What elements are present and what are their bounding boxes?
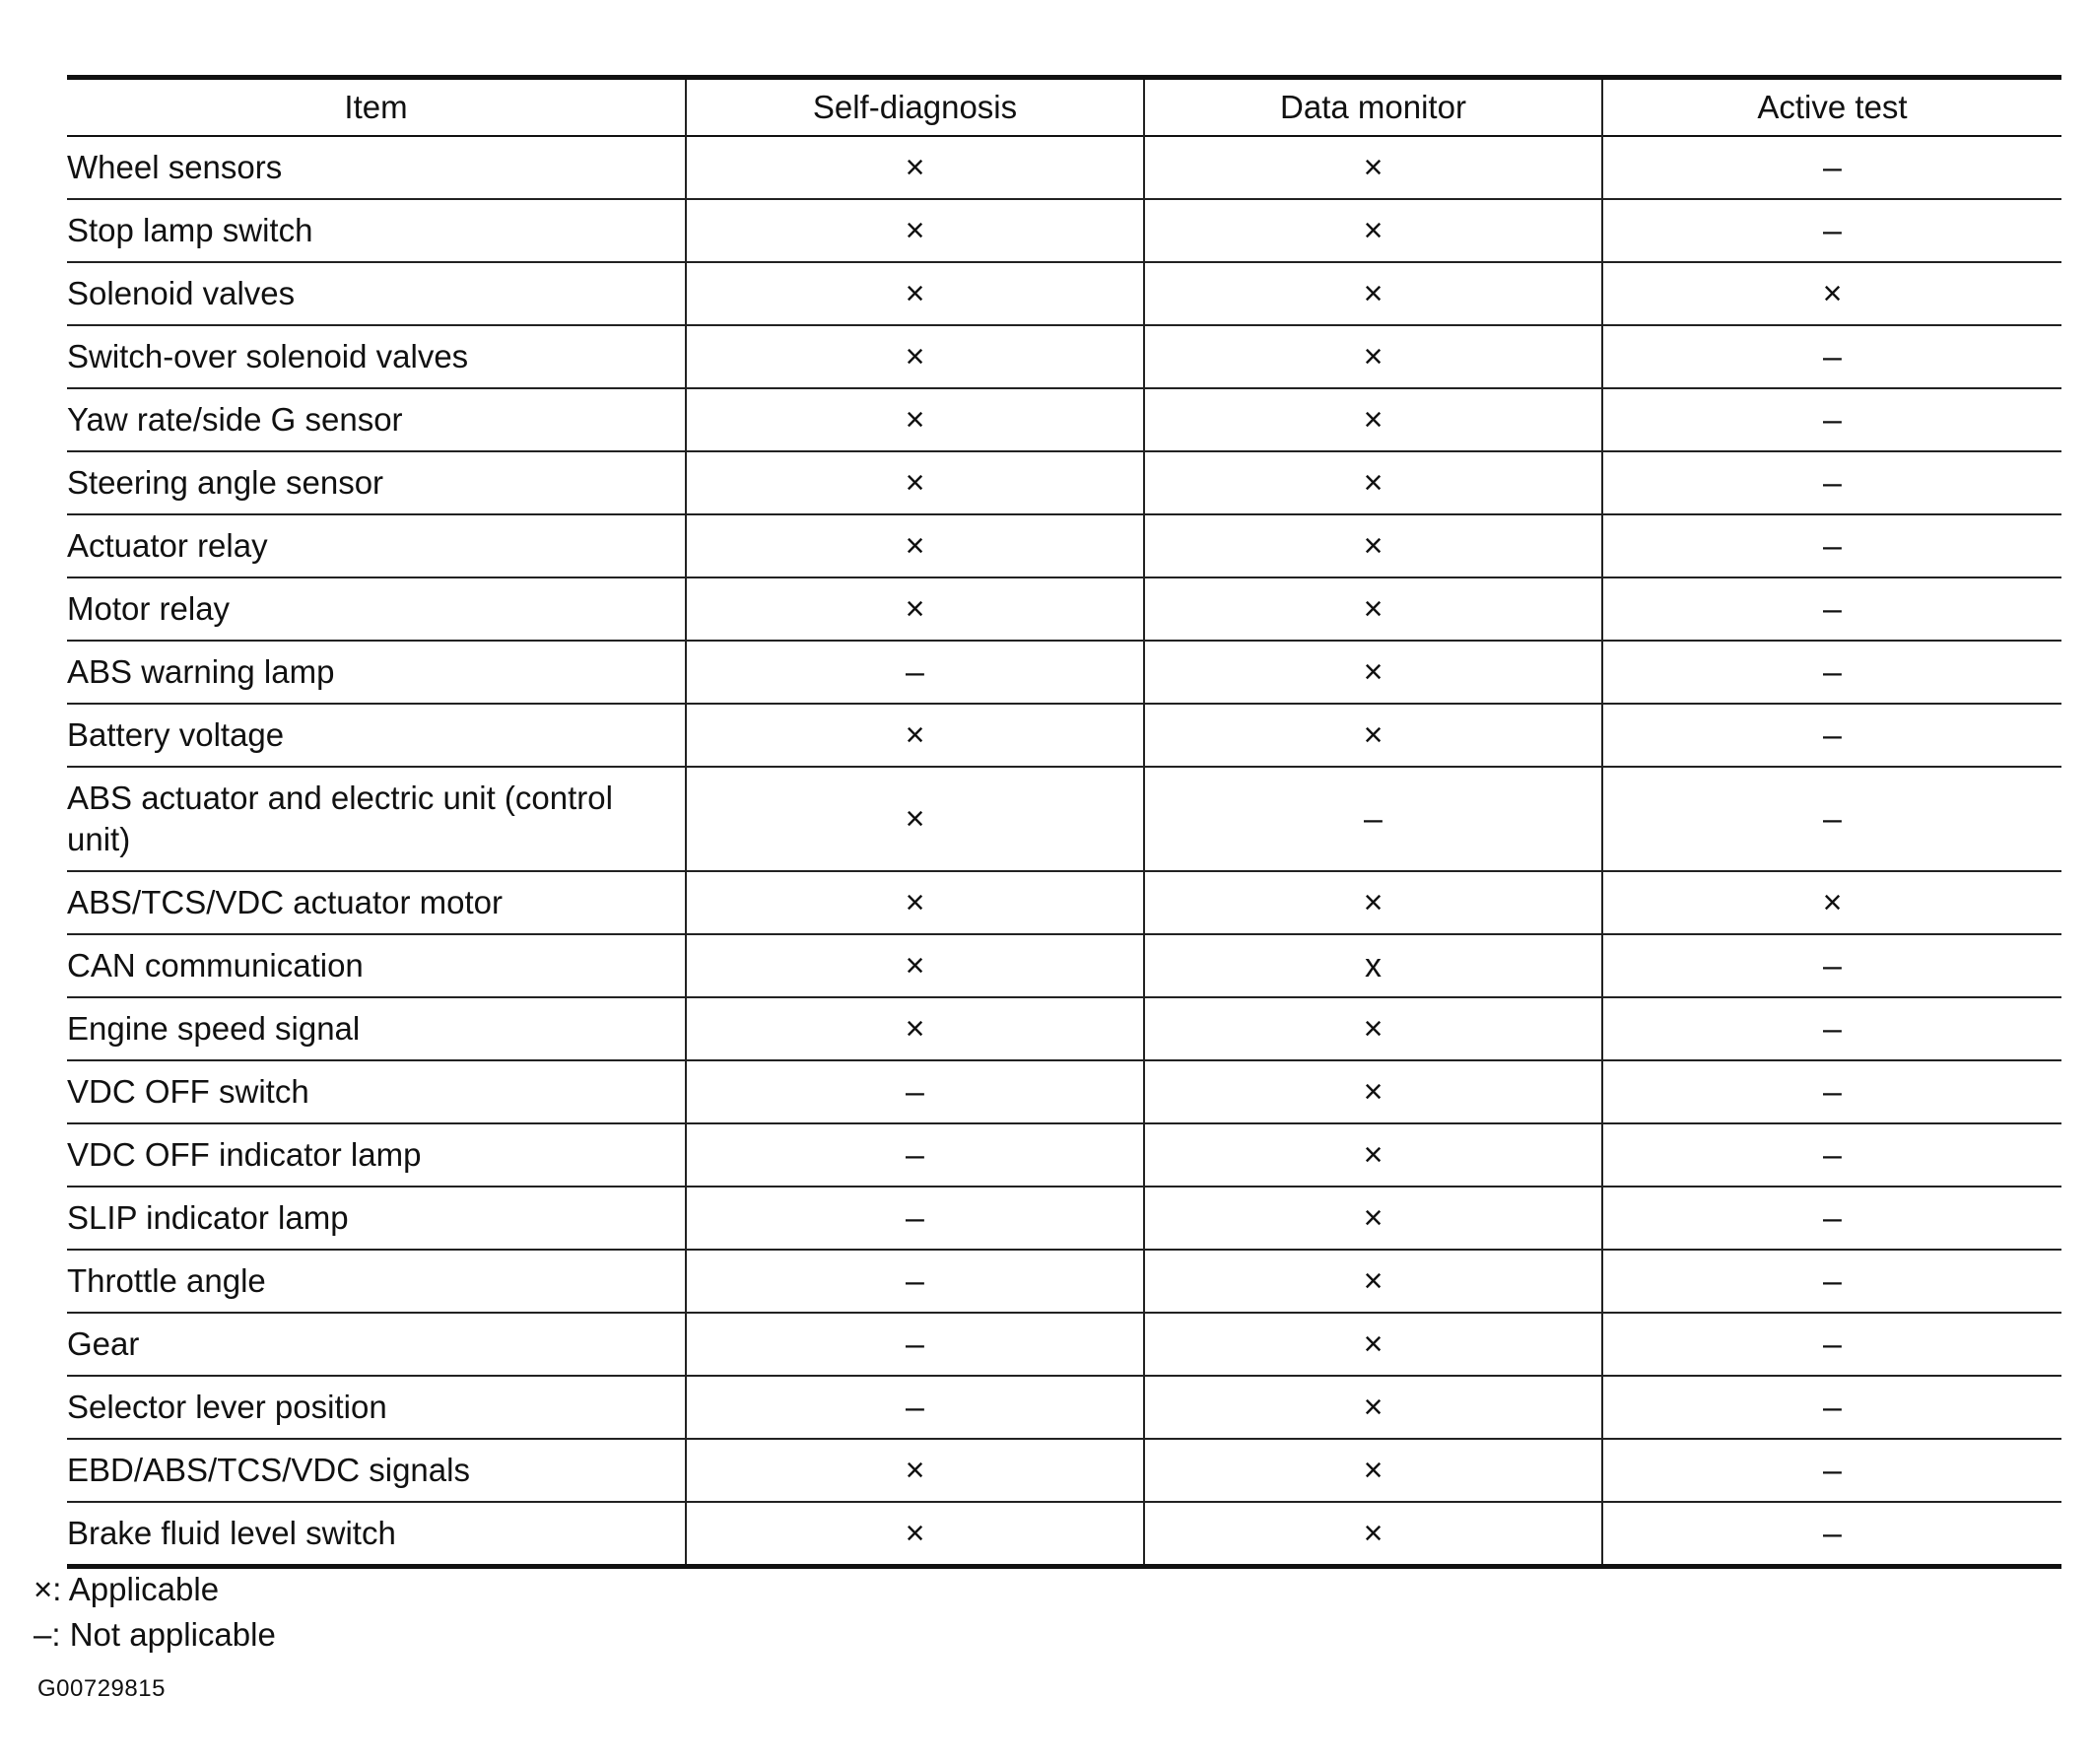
cell-data-monitor: ×	[1144, 388, 1602, 451]
cell-data-monitor: ×	[1144, 997, 1602, 1060]
cell-active-test: –	[1602, 1313, 2061, 1376]
cell-item: Steering angle sensor	[67, 451, 686, 514]
cell-data-monitor: ×	[1144, 641, 1602, 704]
header-data-monitor: Data monitor	[1144, 78, 1602, 137]
cell-item: SLIP indicator lamp	[67, 1187, 686, 1250]
cell-data-monitor: ×	[1144, 577, 1602, 641]
cell-data-monitor: ×	[1144, 262, 1602, 325]
cell-item: Actuator relay	[67, 514, 686, 577]
cell-item: CAN communication	[67, 934, 686, 997]
table-row	[67, 136, 2061, 199]
figure-code: G00729815	[37, 1675, 166, 1702]
table-row	[67, 514, 2061, 577]
cell-self-diagnosis: –	[686, 1313, 1144, 1376]
cell-item: Motor relay	[67, 577, 686, 641]
cell-data-monitor: ×	[1144, 871, 1602, 934]
cell-active-test: –	[1602, 934, 2061, 997]
cell-self-diagnosis: ×	[686, 514, 1144, 577]
cell-item: EBD/ABS/TCS/VDC signals	[67, 1439, 686, 1502]
cell-item: ABS actuator and electric unit (control unit)	[67, 767, 686, 871]
cell-active-test: –	[1602, 704, 2061, 767]
cell-data-monitor: ×	[1144, 1060, 1602, 1123]
cell-item: Throttle angle	[67, 1250, 686, 1313]
legend-not-applicable: –: Not applicable	[34, 1616, 276, 1653]
cell-self-diagnosis: ×	[686, 451, 1144, 514]
cell-data-monitor: ×	[1144, 704, 1602, 767]
cell-self-diagnosis: ×	[686, 704, 1144, 767]
cell-data-monitor: ×	[1144, 451, 1602, 514]
cell-data-monitor: ×	[1144, 1439, 1602, 1502]
table-row	[67, 1313, 2061, 1376]
table-row	[67, 871, 2061, 934]
cell-item: ABS/TCS/VDC actuator motor	[67, 871, 686, 934]
cell-data-monitor: ×	[1144, 1123, 1602, 1187]
cell-active-test: –	[1602, 1376, 2061, 1439]
cell-item: VDC OFF indicator lamp	[67, 1123, 686, 1187]
cell-active-test: –	[1602, 1187, 2061, 1250]
cell-self-diagnosis: –	[686, 1376, 1144, 1439]
cell-self-diagnosis: ×	[686, 388, 1144, 451]
header-item: Item	[344, 89, 408, 125]
cell-item: Brake fluid level switch	[67, 1502, 686, 1567]
cell-self-diagnosis: ×	[686, 871, 1144, 934]
cell-active-test: –	[1602, 997, 2061, 1060]
header-active-test: Active test	[1602, 78, 2061, 137]
cell-item: ABS warning lamp	[67, 641, 686, 704]
table-row	[67, 199, 2061, 262]
cell-item: Selector lever position	[67, 1376, 686, 1439]
cell-active-test: –	[1602, 514, 2061, 577]
cell-self-diagnosis: ×	[686, 136, 1144, 199]
cell-active-test: –	[1602, 136, 2061, 199]
cell-self-diagnosis: ×	[686, 1502, 1144, 1567]
cell-active-test: –	[1602, 577, 2061, 641]
cell-active-test: ×	[1602, 262, 2061, 325]
table-header-row	[67, 78, 2061, 137]
cell-data-monitor: ×	[1144, 1250, 1602, 1313]
table-row	[67, 1250, 2061, 1313]
header-self-diagnosis: Self-diagnosis	[686, 78, 1144, 137]
cell-item: Stop lamp switch	[67, 199, 686, 262]
cell-active-test: ×	[1602, 871, 2061, 934]
cell-active-test: –	[1602, 767, 2061, 871]
cell-self-diagnosis: –	[686, 641, 1144, 704]
table-row	[67, 577, 2061, 641]
table-row	[67, 641, 2061, 704]
cell-active-test: –	[1602, 1502, 2061, 1567]
cell-data-monitor: ×	[1144, 1502, 1602, 1567]
table-row	[67, 704, 2061, 767]
table-body	[67, 136, 2061, 1567]
table-row	[67, 1187, 2061, 1250]
cell-item: Yaw rate/side G sensor	[67, 388, 686, 451]
cell-item: Wheel sensors	[67, 136, 686, 199]
cell-data-monitor: ×	[1144, 199, 1602, 262]
cell-active-test: –	[1602, 325, 2061, 388]
cell-self-diagnosis: ×	[686, 577, 1144, 641]
table-row	[67, 451, 2061, 514]
cell-self-diagnosis: –	[686, 1187, 1144, 1250]
table-row	[67, 325, 2061, 388]
cell-data-monitor: ×	[1144, 136, 1602, 199]
cell-self-diagnosis: ×	[686, 199, 1144, 262]
cell-self-diagnosis: ×	[686, 325, 1144, 388]
table-row	[67, 388, 2061, 451]
cell-self-diagnosis: –	[686, 1060, 1144, 1123]
cell-active-test: –	[1602, 388, 2061, 451]
cell-self-diagnosis: –	[686, 1250, 1144, 1313]
cell-self-diagnosis: –	[686, 1123, 1144, 1187]
legend-applicable: ×: Applicable	[34, 1571, 220, 1607]
table-row	[67, 262, 2061, 325]
cell-active-test: –	[1602, 1439, 2061, 1502]
cell-item: Gear	[67, 1313, 686, 1376]
cell-data-monitor: ×	[1144, 1313, 1602, 1376]
cell-active-test: –	[1602, 1123, 2061, 1187]
table-row	[67, 1439, 2061, 1502]
table-row	[67, 1502, 2061, 1567]
cell-self-diagnosis: ×	[686, 997, 1144, 1060]
cell-item: VDC OFF switch	[67, 1060, 686, 1123]
cell-active-test: –	[1602, 199, 2061, 262]
cell-data-monitor: ×	[1144, 1187, 1602, 1250]
cell-active-test: –	[1602, 641, 2061, 704]
cell-item: Switch-over solenoid valves	[67, 325, 686, 388]
cell-item: Engine speed signal	[67, 997, 686, 1060]
table-row	[67, 1123, 2061, 1187]
cell-item: Battery voltage	[67, 704, 686, 767]
table-row	[67, 1060, 2061, 1123]
table-row	[67, 767, 2061, 871]
table-row	[67, 934, 2061, 997]
cell-data-monitor: –	[1144, 767, 1602, 871]
cell-active-test: –	[1602, 1060, 2061, 1123]
cell-active-test: –	[1602, 1250, 2061, 1313]
cell-data-monitor: ×	[1144, 1376, 1602, 1439]
table-row	[67, 997, 2061, 1060]
cell-self-diagnosis: ×	[686, 934, 1144, 997]
cell-self-diagnosis: ×	[686, 262, 1144, 325]
cell-self-diagnosis: ×	[686, 1439, 1144, 1502]
cell-data-monitor: ×	[1144, 325, 1602, 388]
diagnosis-function-table	[67, 75, 2061, 1569]
cell-item: Solenoid valves	[67, 262, 686, 325]
table-row	[67, 1376, 2061, 1439]
cell-self-diagnosis: ×	[686, 767, 1144, 871]
cell-data-monitor: ×	[1144, 514, 1602, 577]
cell-data-monitor: x	[1144, 934, 1602, 997]
cell-active-test: –	[1602, 451, 2061, 514]
